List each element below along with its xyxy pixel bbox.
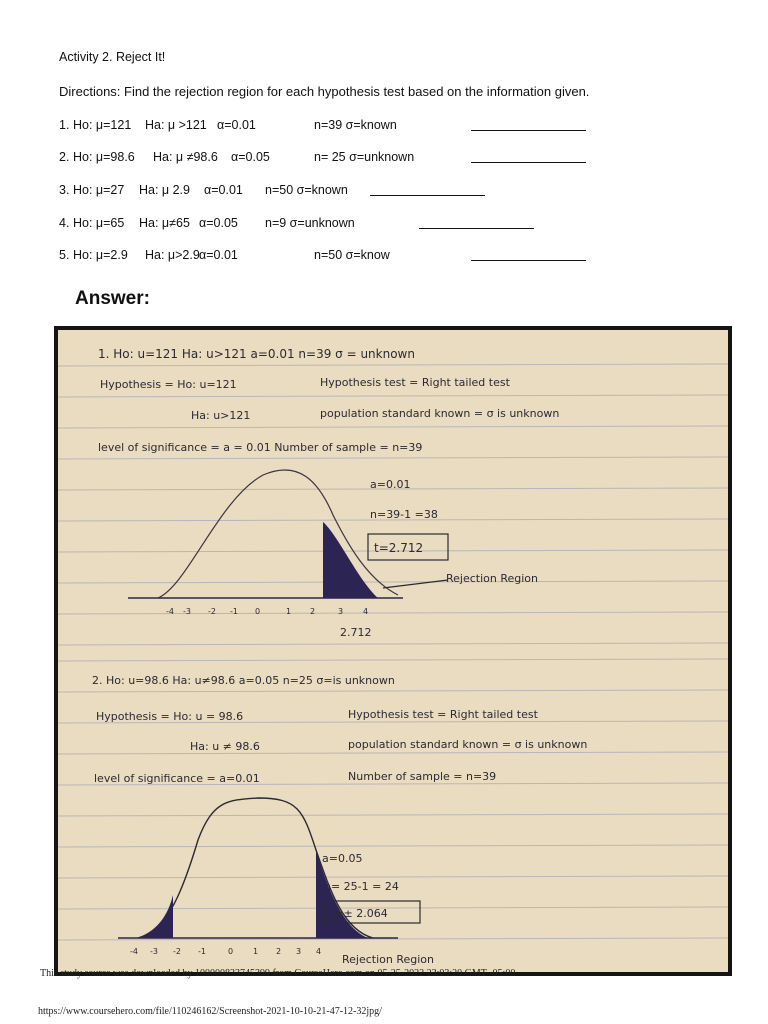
p1-alt-hypothesis: Ha: u>121 — [191, 409, 251, 422]
question-2 — [59, 150, 619, 168]
question-1 — [59, 118, 619, 136]
p2-t-value: t=± 2.064 — [330, 907, 388, 920]
p1-test-type: Hypothesis test = Right tailed test — [320, 376, 510, 389]
p1-header: 1. Ho: u=121 Ha: u>121 a=0.01 n=39 σ = unknown — [98, 347, 415, 361]
answer-blank[interactable] — [419, 216, 534, 229]
p2-df: n= 25-1 = 24 — [324, 880, 399, 893]
svg-text:-1: -1 — [230, 607, 238, 616]
svg-text:3: 3 — [338, 607, 344, 616]
question-5 — [59, 248, 619, 266]
alt-hypothesis: Ha: μ>2.9 — [145, 248, 200, 262]
p2-population: population standard known = σ is unknown — [348, 738, 588, 751]
svg-text:-4: -4 — [130, 947, 138, 956]
svg-text:1: 1 — [286, 607, 292, 616]
alt-hypothesis: Ha: μ ≠98.6 — [153, 150, 218, 164]
p2-header: 2. Ho: u=98.6 Ha: u≠98.6 a=0.05 n=25 σ=is unknown — [92, 674, 395, 687]
svg-text:4: 4 — [316, 947, 322, 956]
question-3 — [59, 183, 499, 201]
source-url: https://www.coursehero.com/file/110246162/Screenshot-2021-10-10-21-47-12-32jpg/ — [38, 1006, 382, 1017]
svg-text:-3: -3 — [183, 607, 191, 616]
notebook-page — [58, 330, 728, 972]
handwritten-answer-photo — [54, 326, 732, 976]
svg-text:-3: -3 — [150, 947, 158, 956]
null-hypothesis: Ho: μ=27 — [73, 183, 125, 197]
p1-hypothesis: Hypothesis = Ho: u=121 — [100, 378, 237, 391]
svg-text:1: 1 — [253, 947, 259, 956]
answer-heading: Answer: — [75, 288, 150, 309]
p1-rejection-label: Rejection Region — [446, 572, 539, 585]
question-number: 2. — [59, 150, 70, 164]
sample-info: n= 25 σ=unknown — [314, 150, 415, 164]
svg-text:3: 3 — [296, 947, 302, 956]
activity-title: Activity 2. Reject It! — [59, 50, 166, 64]
sample-info: n=50 σ=know — [314, 248, 390, 262]
p2-sample: Number of sample = n=39 — [348, 770, 497, 783]
svg-text:2: 2 — [276, 947, 282, 956]
svg-text:-1: -1 — [198, 947, 206, 956]
p2-rejection-label: Rejection Region — [342, 953, 435, 966]
p2-significance: level of significance = a=0.01 — [94, 772, 260, 785]
download-source-notice: This study source was downloaded by 100000833745399 from CourseHero.com on 05-25-2022 23:03:20 GMT -05:00 — [40, 968, 516, 979]
answer-blank[interactable] — [471, 118, 586, 131]
question-number: 1. — [59, 118, 70, 132]
answer-blank[interactable] — [471, 248, 586, 261]
alpha-value: α=0.01 — [199, 248, 238, 262]
question-4 — [59, 216, 539, 234]
p2-alpha: a=0.05 — [322, 852, 363, 865]
svg-text:0: 0 — [255, 607, 261, 616]
svg-text:2: 2 — [310, 607, 316, 616]
alt-hypothesis: Ha: μ 2.9 — [139, 183, 190, 197]
directions-text: Directions: Find the rejection region for each hypothesis test based on the information given. — [59, 84, 590, 99]
answer-blank[interactable] — [471, 150, 586, 163]
sample-info: n=39 σ=known — [314, 118, 397, 132]
p1-df: n=39-1 =38 — [370, 508, 438, 521]
sample-info: n=9 σ=unknown — [265, 216, 355, 230]
p1-population: population standard known = σ is unknown — [320, 407, 560, 420]
svg-text:-4: -4 — [166, 607, 174, 616]
alpha-value: α=0.01 — [217, 118, 256, 132]
alpha-value: α=0.01 — [204, 183, 243, 197]
alt-hypothesis: Ha: μ≠65 — [139, 216, 190, 230]
p2-alt-hypothesis: Ha: u ≠ 98.6 — [190, 740, 260, 753]
svg-text:-2: -2 — [173, 947, 181, 956]
null-hypothesis: Ho: μ=98.6 — [73, 150, 135, 164]
answer-blank[interactable] — [370, 183, 485, 196]
p1-t-value: t=2.712 — [374, 541, 424, 555]
alpha-value: α=0.05 — [199, 216, 238, 230]
p2-test-type: Hypothesis test = Right tailed test — [348, 708, 538, 721]
null-hypothesis: Ho: μ=65 — [73, 216, 125, 230]
svg-text:0: 0 — [228, 947, 234, 956]
null-hypothesis: Ho: μ=121 — [73, 118, 132, 132]
p1-alpha: a=0.01 — [370, 478, 411, 491]
question-number: 5. — [59, 248, 70, 262]
svg-text:-2: -2 — [208, 607, 216, 616]
p1-significance: level of significance = a = 0.01 Number of sample = n=39 — [98, 441, 423, 454]
null-hypothesis: Ho: μ=2.9 — [73, 248, 128, 262]
alt-hypothesis: Ha: μ >121 — [145, 118, 207, 132]
sample-info: n=50 σ=known — [265, 183, 348, 197]
p1-critical-label: 2.712 — [340, 626, 372, 639]
svg-text:4: 4 — [363, 607, 369, 616]
question-number: 4. — [59, 216, 70, 230]
question-number: 3. — [59, 183, 70, 197]
alpha-value: α=0.05 — [231, 150, 270, 164]
p2-hypothesis: Hypothesis = Ho: u = 98.6 — [96, 710, 244, 723]
